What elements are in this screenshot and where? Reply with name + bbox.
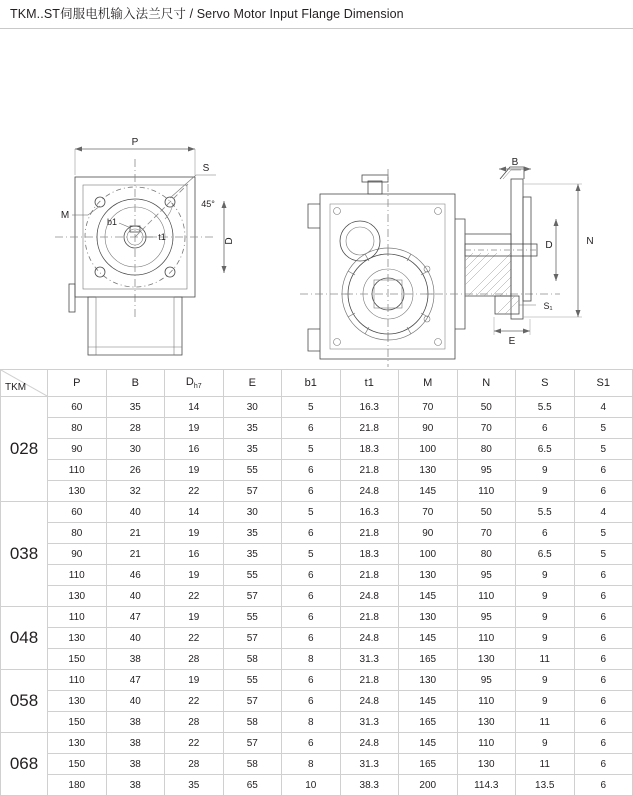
cell-n: 95 (457, 460, 516, 481)
cell-s: 11 (516, 754, 575, 775)
cell-m: 90 (399, 523, 458, 544)
cell-s: 6 (516, 418, 575, 439)
cell-p: 90 (48, 544, 107, 565)
cell-dh7: 22 (165, 586, 224, 607)
cell-p: 60 (48, 502, 107, 523)
cell-s1: 6 (574, 754, 633, 775)
col-n: N (457, 370, 516, 397)
cell-dh7: 19 (165, 523, 224, 544)
cell-s: 5.5 (516, 502, 575, 523)
cell-n: 50 (457, 502, 516, 523)
cell-t1: 18.3 (340, 544, 399, 565)
col-b1: b1 (282, 370, 341, 397)
cell-e: 35 (223, 523, 282, 544)
table-row (1, 649, 633, 670)
cell-b1: 6 (282, 628, 341, 649)
cell-s: 9 (516, 460, 575, 481)
cell-s1: 6 (574, 628, 633, 649)
cell-n: 95 (457, 607, 516, 628)
table-row (1, 523, 633, 544)
cell-dh7: 28 (165, 712, 224, 733)
cell-s1: 6 (574, 775, 633, 796)
cell-s: 13.5 (516, 775, 575, 796)
cell-p: 130 (48, 691, 107, 712)
cell-b: 38 (106, 775, 165, 796)
col-t1: t1 (340, 370, 399, 397)
label-s1: S₁ (543, 301, 553, 311)
cell-b1: 6 (282, 733, 341, 754)
cell-s: 9 (516, 628, 575, 649)
cell-b1: 8 (282, 649, 341, 670)
cell-dh7: 22 (165, 691, 224, 712)
cell-b1: 6 (282, 586, 341, 607)
cell-s1: 6 (574, 691, 633, 712)
cell-s1: 6 (574, 712, 633, 733)
model-cell: 038 (1, 502, 48, 607)
cell-n: 95 (457, 565, 516, 586)
cell-e: 55 (223, 565, 282, 586)
cell-m: 200 (399, 775, 458, 796)
cell-t1: 18.3 (340, 439, 399, 460)
cell-m: 90 (399, 418, 458, 439)
cell-t1: 16.3 (340, 502, 399, 523)
cell-s: 11 (516, 712, 575, 733)
col-p: P (48, 370, 107, 397)
cell-t1: 31.3 (340, 649, 399, 670)
cell-t1: 21.8 (340, 670, 399, 691)
table-row (1, 565, 633, 586)
cell-n: 70 (457, 523, 516, 544)
cell-p: 130 (48, 628, 107, 649)
table-row (1, 502, 633, 523)
cell-t1: 24.8 (340, 481, 399, 502)
label-b1: b1 (106, 217, 118, 227)
cell-b: 32 (106, 481, 165, 502)
cell-dh7: 28 (165, 649, 224, 670)
cell-s1: 6 (574, 481, 633, 502)
cell-dh7: 22 (165, 481, 224, 502)
table-row (1, 418, 633, 439)
cell-t1: 24.8 (340, 733, 399, 754)
table-row (1, 460, 633, 481)
cell-s1: 6 (574, 733, 633, 754)
cell-t1: 21.8 (340, 565, 399, 586)
cell-b: 21 (106, 544, 165, 565)
cell-e: 35 (223, 439, 282, 460)
cell-s: 6 (516, 523, 575, 544)
cell-s1: 6 (574, 670, 633, 691)
cell-s1: 6 (574, 649, 633, 670)
table-row (1, 775, 633, 796)
cell-t1: 21.8 (340, 607, 399, 628)
cell-s: 6.5 (516, 439, 575, 460)
cell-t1: 24.8 (340, 586, 399, 607)
cell-e: 30 (223, 397, 282, 418)
cell-m: 130 (399, 607, 458, 628)
cell-t1: 31.3 (340, 754, 399, 775)
table-row (1, 397, 633, 418)
cell-b1: 5 (282, 397, 341, 418)
cell-p: 130 (48, 733, 107, 754)
cell-e: 55 (223, 460, 282, 481)
cell-s1: 4 (574, 502, 633, 523)
cell-s: 9 (516, 607, 575, 628)
cell-p: 110 (48, 607, 107, 628)
cell-m: 165 (399, 649, 458, 670)
cell-n: 130 (457, 712, 516, 733)
cell-m: 100 (399, 439, 458, 460)
label-n: N (586, 236, 594, 247)
cell-n: 130 (457, 649, 516, 670)
cell-t1: 16.3 (340, 397, 399, 418)
page-title: TKM..ST伺服电机输入法兰尺寸 / Servo Motor Input Flange Dimension (10, 7, 404, 21)
cell-e: 30 (223, 502, 282, 523)
cell-e: 57 (223, 586, 282, 607)
cell-b1: 6 (282, 460, 341, 481)
cell-n: 95 (457, 670, 516, 691)
cell-s1: 5 (574, 439, 633, 460)
cell-dh7: 19 (165, 670, 224, 691)
cell-s1: 6 (574, 565, 633, 586)
label-d-left: D (224, 237, 235, 245)
table-row (1, 607, 633, 628)
table-header-row (1, 370, 633, 397)
corner-label: TKM (5, 382, 27, 393)
cell-b1: 5 (282, 502, 341, 523)
cell-dh7: 28 (165, 754, 224, 775)
cell-b1: 6 (282, 607, 341, 628)
drawing-svg (0, 29, 633, 369)
cell-n: 110 (457, 691, 516, 712)
cell-b1: 6 (282, 565, 341, 586)
cell-dh7: 16 (165, 544, 224, 565)
table-row (1, 481, 633, 502)
cell-t1: 31.3 (340, 712, 399, 733)
table-corner-cell (1, 370, 48, 397)
cell-p: 60 (48, 397, 107, 418)
cell-dh7: 35 (165, 775, 224, 796)
cell-m: 145 (399, 481, 458, 502)
cell-t1: 21.8 (340, 418, 399, 439)
col-b: B (106, 370, 165, 397)
label-angle: 45° (201, 199, 215, 209)
cell-dh7: 14 (165, 397, 224, 418)
cell-s1: 5 (574, 418, 633, 439)
table-row (1, 544, 633, 565)
cell-b1: 6 (282, 670, 341, 691)
cell-s1: 5 (574, 544, 633, 565)
cell-b: 38 (106, 712, 165, 733)
table-row (1, 691, 633, 712)
cell-b: 26 (106, 460, 165, 481)
cell-e: 57 (223, 733, 282, 754)
cell-p: 80 (48, 523, 107, 544)
cell-b1: 8 (282, 754, 341, 775)
cell-b: 28 (106, 418, 165, 439)
cell-t1: 21.8 (340, 460, 399, 481)
cell-dh7: 22 (165, 733, 224, 754)
cell-s: 9 (516, 733, 575, 754)
cell-m: 70 (399, 397, 458, 418)
cell-e: 58 (223, 754, 282, 775)
col-m: M (399, 370, 458, 397)
cell-m: 70 (399, 502, 458, 523)
cell-n: 110 (457, 586, 516, 607)
cell-m: 130 (399, 670, 458, 691)
cell-dh7: 14 (165, 502, 224, 523)
cell-dh7: 19 (165, 565, 224, 586)
table-row (1, 670, 633, 691)
model-cell: 068 (1, 733, 48, 796)
cell-e: 35 (223, 544, 282, 565)
cell-n: 70 (457, 418, 516, 439)
cell-s1: 6 (574, 607, 633, 628)
cell-p: 130 (48, 586, 107, 607)
cell-t1: 24.8 (340, 691, 399, 712)
cell-b1: 6 (282, 481, 341, 502)
cell-s1: 4 (574, 397, 633, 418)
cell-m: 165 (399, 712, 458, 733)
cell-b: 38 (106, 754, 165, 775)
cell-e: 55 (223, 607, 282, 628)
label-d-right: D (545, 240, 553, 251)
cell-b1: 6 (282, 418, 341, 439)
cell-s: 9 (516, 670, 575, 691)
dimension-table (0, 369, 633, 796)
table-row (1, 439, 633, 460)
label-b: B (511, 157, 519, 168)
cell-n: 80 (457, 439, 516, 460)
cell-p: 130 (48, 481, 107, 502)
cell-p: 110 (48, 460, 107, 481)
cell-e: 65 (223, 775, 282, 796)
cell-m: 145 (399, 586, 458, 607)
cell-n: 80 (457, 544, 516, 565)
cell-b1: 6 (282, 691, 341, 712)
cell-b: 40 (106, 502, 165, 523)
cell-p: 150 (48, 754, 107, 775)
cell-b: 46 (106, 565, 165, 586)
cell-n: 114.3 (457, 775, 516, 796)
technical-drawing (0, 29, 633, 369)
table-row (1, 628, 633, 649)
cell-dh7: 19 (165, 607, 224, 628)
cell-dh7: 22 (165, 628, 224, 649)
table-body (1, 397, 633, 796)
cell-p: 150 (48, 649, 107, 670)
cell-e: 57 (223, 691, 282, 712)
cell-p: 150 (48, 712, 107, 733)
cell-b: 35 (106, 397, 165, 418)
cell-dh7: 19 (165, 460, 224, 481)
cell-s: 6.5 (516, 544, 575, 565)
cell-e: 57 (223, 481, 282, 502)
cell-t1: 24.8 (340, 628, 399, 649)
cell-m: 145 (399, 691, 458, 712)
cell-b: 40 (106, 586, 165, 607)
model-cell: 048 (1, 607, 48, 670)
cell-m: 130 (399, 565, 458, 586)
cell-s1: 6 (574, 460, 633, 481)
table-row (1, 754, 633, 775)
cell-s: 9 (516, 565, 575, 586)
cell-b: 47 (106, 607, 165, 628)
col-d: $D_{h7}$ (165, 370, 224, 397)
cell-m: 165 (399, 754, 458, 775)
cell-dh7: 19 (165, 418, 224, 439)
cell-p: 90 (48, 439, 107, 460)
cell-s: 9 (516, 481, 575, 502)
cell-b1: 8 (282, 712, 341, 733)
cell-m: 130 (399, 460, 458, 481)
cell-n: 110 (457, 733, 516, 754)
model-cell: 058 (1, 670, 48, 733)
cell-s: 5.5 (516, 397, 575, 418)
cell-s: 11 (516, 649, 575, 670)
cell-dh7: 16 (165, 439, 224, 460)
cell-n: 110 (457, 628, 516, 649)
label-e: E (508, 336, 516, 347)
cell-n: 110 (457, 481, 516, 502)
cell-e: 58 (223, 649, 282, 670)
cell-b: 40 (106, 691, 165, 712)
cell-b: 30 (106, 439, 165, 460)
cell-t1: 21.8 (340, 523, 399, 544)
model-cell: 028 (1, 397, 48, 502)
cell-m: 145 (399, 733, 458, 754)
col-e: E (223, 370, 282, 397)
cell-e: 58 (223, 712, 282, 733)
cell-b: 47 (106, 670, 165, 691)
label-m: M (60, 210, 70, 221)
cell-n: 130 (457, 754, 516, 775)
label-p: P (131, 137, 139, 148)
cell-s: 9 (516, 691, 575, 712)
cell-m: 145 (399, 628, 458, 649)
cell-p: 110 (48, 670, 107, 691)
cell-b: 21 (106, 523, 165, 544)
label-t1: t1 (158, 232, 166, 242)
label-s: S (202, 163, 210, 174)
cell-s1: 6 (574, 586, 633, 607)
table-row (1, 586, 633, 607)
col-s: S (516, 370, 575, 397)
cell-e: 57 (223, 628, 282, 649)
cell-t1: 38.3 (340, 775, 399, 796)
cell-e: 35 (223, 418, 282, 439)
cell-e: 55 (223, 670, 282, 691)
cell-b: 40 (106, 628, 165, 649)
cell-p: 180 (48, 775, 107, 796)
cell-b1: 6 (282, 523, 341, 544)
cell-p: 80 (48, 418, 107, 439)
cell-b: 38 (106, 733, 165, 754)
cell-b1: 10 (282, 775, 341, 796)
cell-s: 9 (516, 586, 575, 607)
col-s1: S1 (574, 370, 633, 397)
cell-p: 110 (48, 565, 107, 586)
cell-m: 100 (399, 544, 458, 565)
cell-s1: 5 (574, 523, 633, 544)
cell-b1: 5 (282, 439, 341, 460)
table-row (1, 733, 633, 754)
table-row (1, 712, 633, 733)
cell-b: 38 (106, 649, 165, 670)
cell-n: 50 (457, 397, 516, 418)
cell-b1: 5 (282, 544, 341, 565)
